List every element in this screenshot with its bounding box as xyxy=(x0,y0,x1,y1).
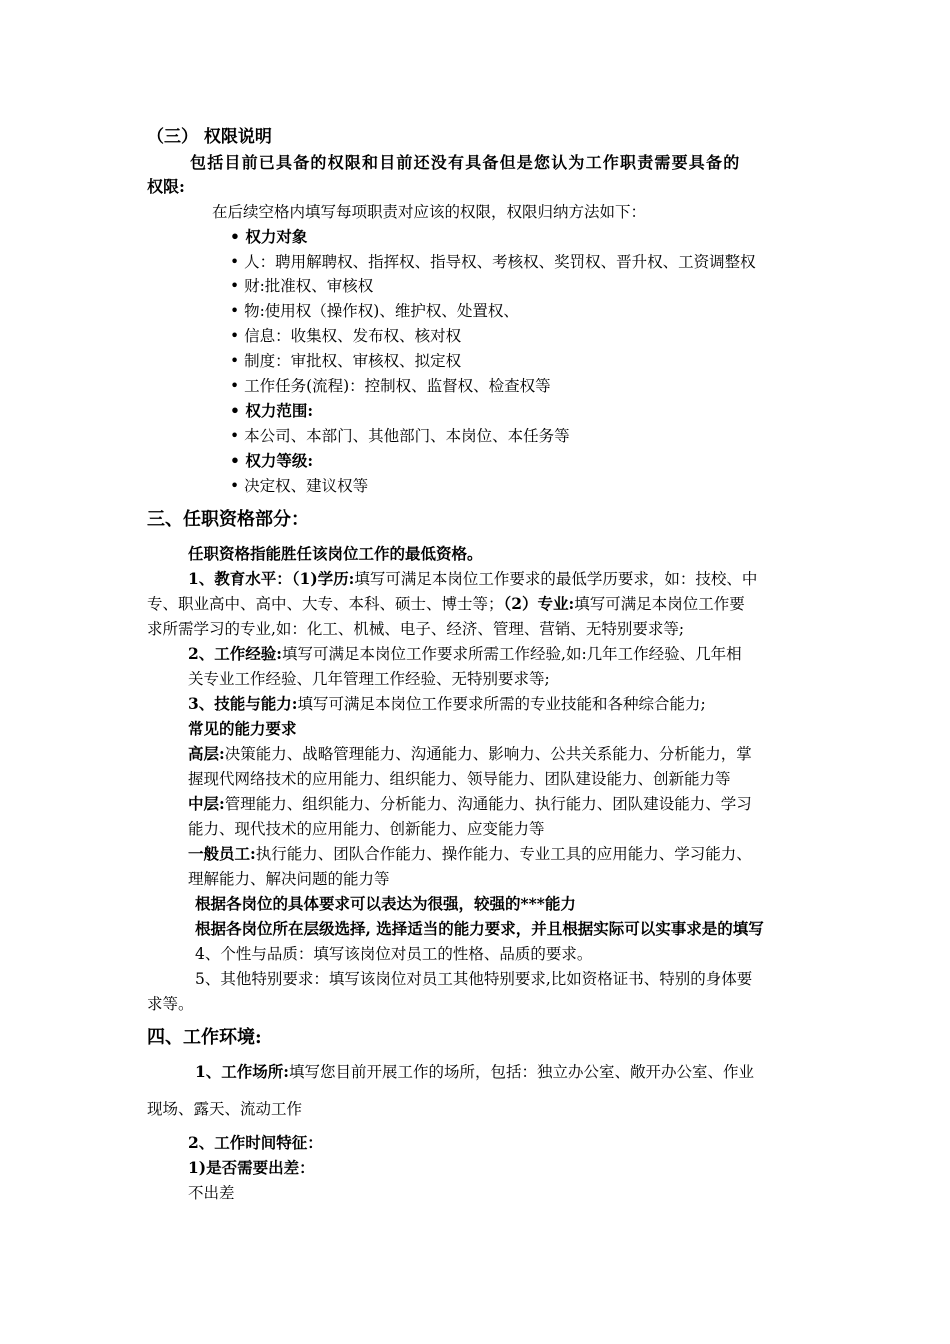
senior-text: 决策能力、战略管理能力、沟通能力、影响力、公共关系能力、分析能力，掌 xyxy=(224,745,752,763)
senior-line-1 xyxy=(188,743,752,765)
major-text: 填写可满足本岗位工作要 xyxy=(574,595,745,613)
ability-note-2: 根据各岗位所在层级选择, 选择适当的能力要求，并且根据实际可以实事求是的填写 xyxy=(195,919,764,938)
senior-label: 高层: xyxy=(188,744,225,763)
section-heading-qualifications: 三、任职资格部分： xyxy=(147,509,309,530)
ability-note-1: 根据各岗位的具体要求可以表达为很强，较强的***能力 xyxy=(195,894,576,913)
authority-intro-line-1: 包括目前已具备的权限和目前还没有具备但是您认为工作职责需要具备的 xyxy=(190,153,741,172)
education-text: 专、职业高中、高中、大专、本科、硕士、博士等； xyxy=(147,595,504,613)
list-item: • 信息：收集权、发布权、核对权 xyxy=(230,325,461,347)
authority-method: 在后续空格内填写每项职责对应该的权限，权限归纳方法如下： xyxy=(212,203,647,221)
education-line-1 xyxy=(188,568,757,590)
experience-label: 2、工作经验: xyxy=(188,644,283,663)
major-label: （2）专业: xyxy=(503,594,575,613)
workplace-label: 1、工作场所: xyxy=(195,1062,290,1081)
skills-text: 填写可满足本岗位工作要求所需的专业技能和各种综合能力; xyxy=(297,695,706,713)
list-item: • 决定权、建议权等 xyxy=(230,475,368,497)
skills-label: 3、技能与能力: xyxy=(188,694,298,713)
education-line-2 xyxy=(147,593,745,615)
qualifications-lead: 任职资格指能胜任该岗位工作的最低资格。 xyxy=(188,544,483,563)
experience-line-2: 关专业工作经验、几年管理工作经验、无特别要求等; xyxy=(188,670,550,688)
other-requirements-line-1: 5、其他特别要求：填写该岗位对员工其他特别要求,比如资格证书、特别的身体要 xyxy=(195,970,753,988)
workplace-line-1 xyxy=(195,1061,754,1083)
list-item: • 权力对象 xyxy=(230,226,307,248)
list-item: • 工作任务(流程)：控制权、监督权、检查权等 xyxy=(230,375,551,397)
staff-line-2: 理解能力、解决问题的能力等 xyxy=(188,870,390,888)
work-time-heading: 2、工作时间特征： xyxy=(188,1133,323,1152)
workplace-line-2: 现场、露天、流动工作 xyxy=(147,1100,303,1118)
other-requirements-line-2: 求等。 xyxy=(147,995,194,1013)
authority-intro-line-2: 权限: xyxy=(147,177,185,196)
section-heading-environment: 四、工作环境: xyxy=(147,1027,262,1048)
list-item: • 财:批准权、审核权 xyxy=(230,275,373,297)
list-item: • 权力等级: xyxy=(230,450,313,472)
middle-line-1 xyxy=(188,793,752,815)
personality-line: 4、个性与品质：填写该岗位对员工的性格、品质的要求。 xyxy=(195,945,593,963)
middle-label: 中层: xyxy=(188,794,225,813)
middle-text: 管理能力、组织能力、分析能力、沟通能力、执行能力、团队建设能力、学习 xyxy=(224,795,752,813)
experience-text: 填写可满足本岗位工作要求所需工作经验,如:几年工作经验、几年相 xyxy=(282,645,742,663)
education-text: 填写可满足本岗位工作要求的最低学历要求，如：技校、中 xyxy=(354,570,758,588)
list-item: • 人：聘用解聘权、指挥权、指导权、考核权、奖罚权、晋升权、工资调整权 xyxy=(230,251,756,273)
list-item: • 物:使用权（操作权)、维护权、处置权、 xyxy=(230,300,519,322)
education-line-3: 求所需学习的专业,如：化工、机械、电子、经济、管理、营销、无特别要求等; xyxy=(147,620,685,638)
list-item: • 权力范围: xyxy=(230,400,313,422)
business-trip-answer: 不出差 xyxy=(188,1184,235,1202)
middle-line-2: 能力、现代技术的应用能力、创新能力、应变能力等 xyxy=(188,820,545,838)
section-heading-authority: （三） 权限说明 xyxy=(147,127,272,147)
experience-line-1 xyxy=(188,643,742,665)
list-item: • 制度：审批权、审核权、拟定权 xyxy=(230,350,461,372)
skills-line xyxy=(188,693,706,715)
staff-text: 执行能力、团队合作能力、操作能力、专业工具的应用能力、学习能力、 xyxy=(255,845,752,863)
staff-line-1 xyxy=(188,843,752,865)
senior-line-2: 握现代网络技术的应用能力、组织能力、领导能力、团队建设能力、创新能力等 xyxy=(188,770,731,788)
common-abilities-heading: 常见的能力要求 xyxy=(188,719,297,738)
workplace-text: 填写您目前开展工作的场所，包括：独立办公室、敞开办公室、作业 xyxy=(289,1063,755,1081)
business-trip-question: 1)是否需要出差： xyxy=(188,1158,315,1177)
education-label: 1、教育水平：（1)学历: xyxy=(188,569,355,588)
staff-label: 一般员工: xyxy=(188,844,256,863)
list-item: • 本公司、本部门、其他部门、本岗位、本任务等 xyxy=(230,425,570,447)
